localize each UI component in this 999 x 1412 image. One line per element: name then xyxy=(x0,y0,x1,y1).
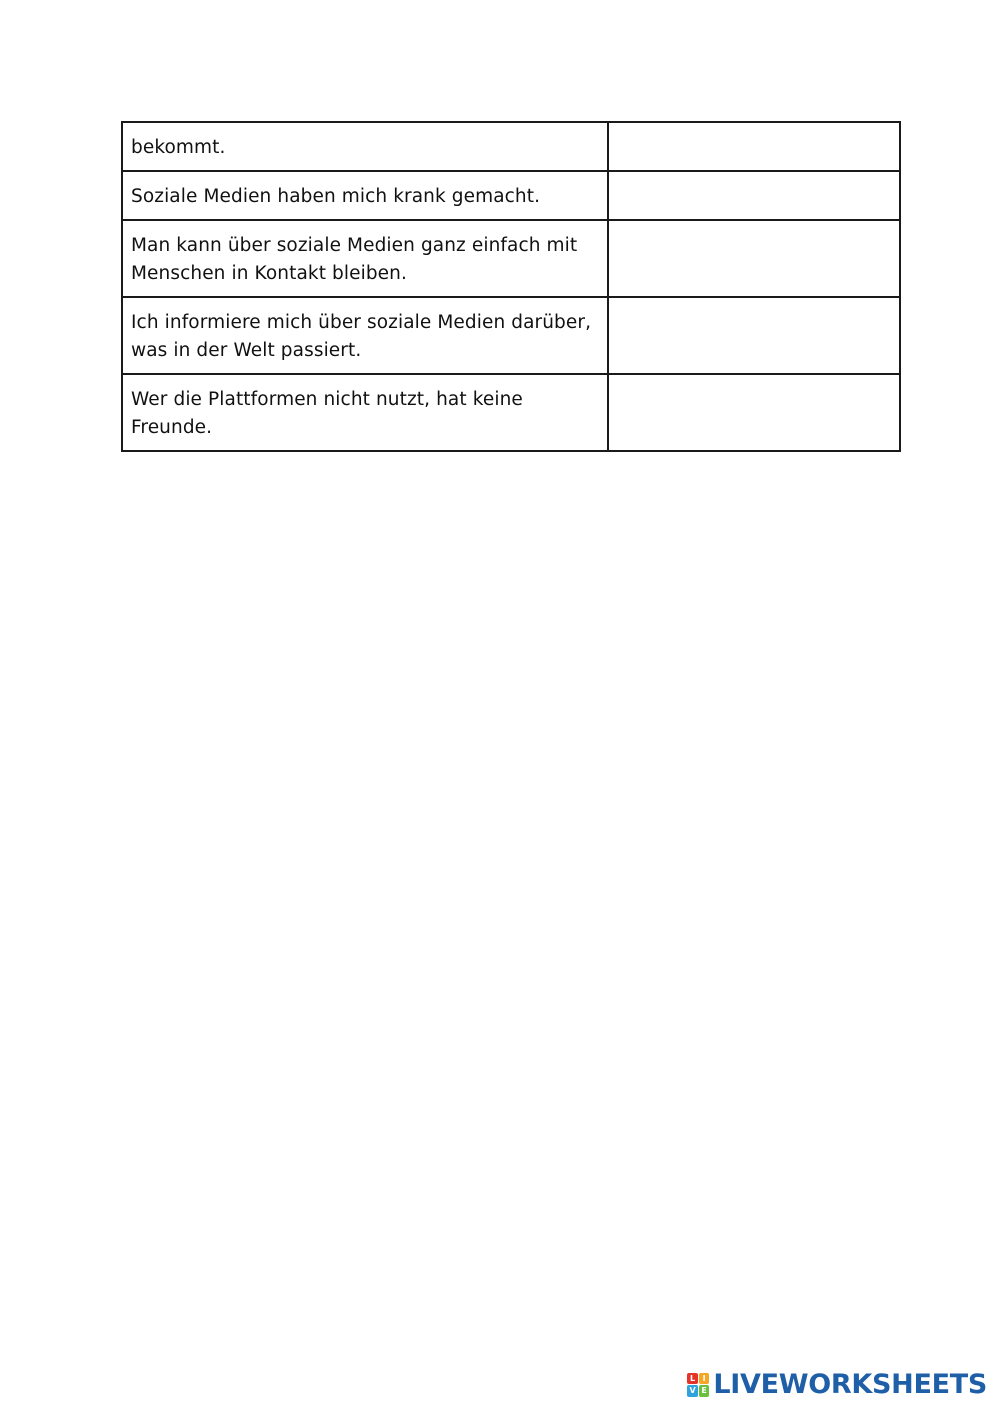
table-row xyxy=(122,122,900,171)
statement-cell: Soziale Medien haben mich krank gemacht. xyxy=(122,171,608,220)
table-row xyxy=(122,220,900,297)
statement-cell: bekommt. xyxy=(122,122,608,171)
logo-letter: L xyxy=(687,1373,698,1385)
answer-cell[interactable] xyxy=(608,220,900,297)
answer-cell[interactable] xyxy=(608,171,900,220)
answer-cell[interactable] xyxy=(608,122,900,171)
table-row xyxy=(122,171,900,220)
logo-letter: E xyxy=(699,1385,710,1397)
liveworksheets-logo-icon xyxy=(687,1373,709,1397)
brand-name: LIVEWORKSHEETS xyxy=(713,1369,987,1400)
logo-letter: V xyxy=(687,1385,698,1397)
answer-cell[interactable] xyxy=(608,374,900,451)
logo-letter: I xyxy=(699,1373,710,1385)
statement-cell: Ich informiere mich über soziale Medien darüber, was in der Welt passiert. xyxy=(122,297,608,374)
liveworksheets-brand xyxy=(687,1369,987,1400)
answer-cell[interactable] xyxy=(608,297,900,374)
statement-cell: Wer die Plattformen nicht nutzt, hat keine Freunde. xyxy=(122,374,608,451)
table-row xyxy=(122,374,900,451)
table-row xyxy=(122,297,900,374)
statements-table xyxy=(121,121,901,452)
statement-cell: Man kann über soziale Medien ganz einfach mit Menschen in Kontakt bleiben. xyxy=(122,220,608,297)
